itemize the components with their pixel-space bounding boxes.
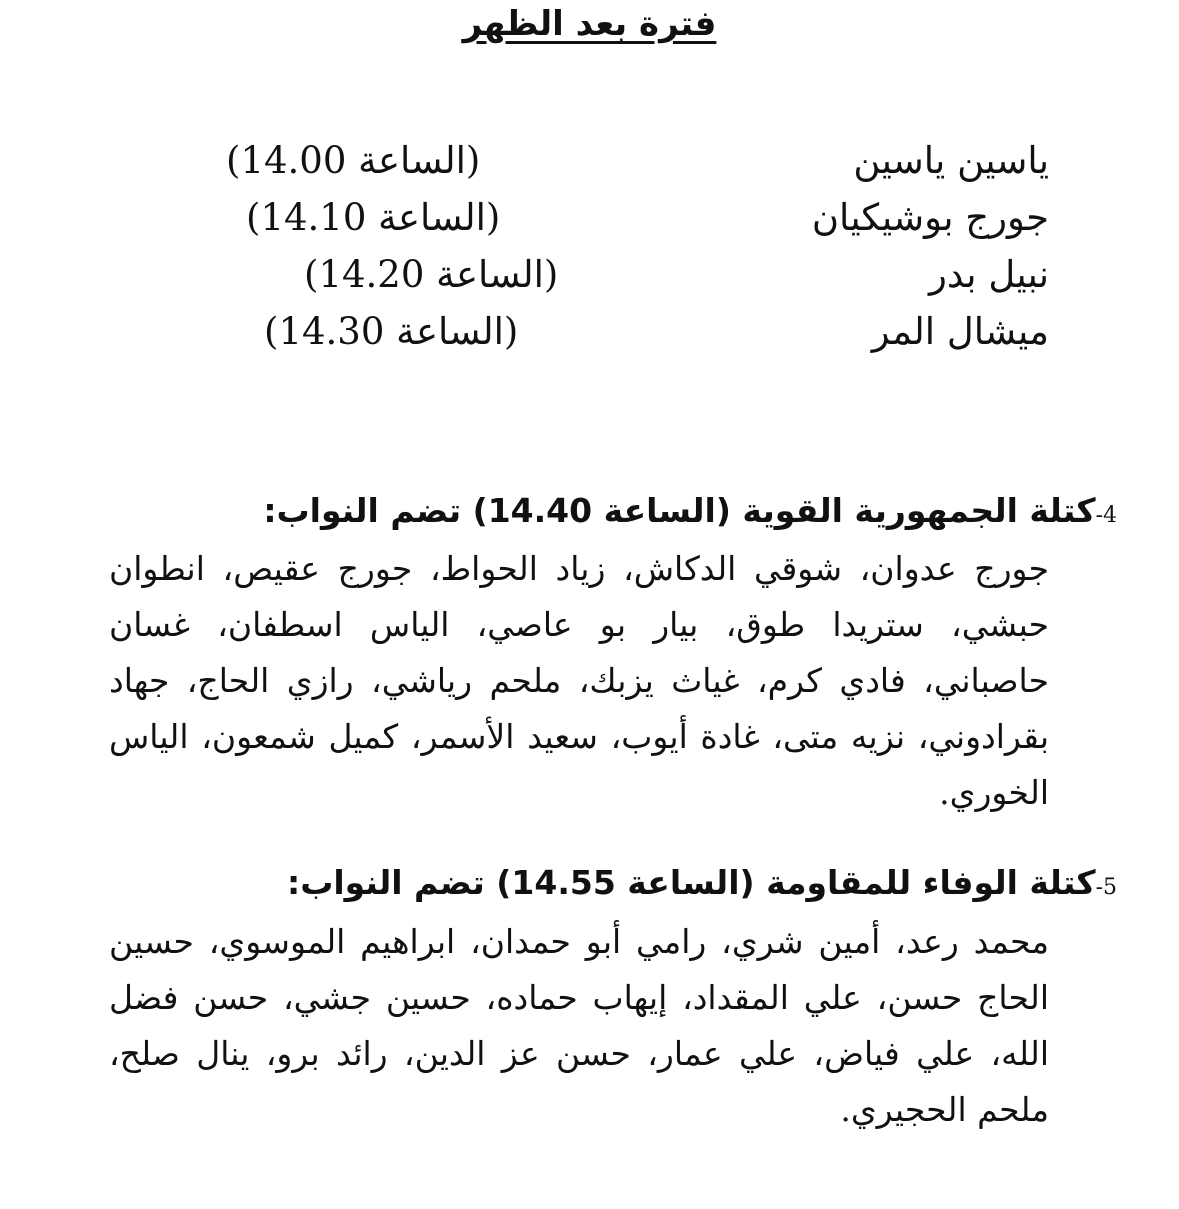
bloc-members: محمد رعد، أمين شري، رامي أبو حمدان، ابراهيم الموسوي، حسين الحاج حسن، علي المقداد، إيهاب حماده، حسين جشي، حسن فضل الله، علي فياض، علي عمار، حسن عز الدين، رائد برو، ينال صلح، ملحم الحجيري. (109, 922, 1049, 1129)
schedule-row (0, 304, 1179, 360)
speaker-name: ياسين ياسين (853, 139, 1049, 182)
speaker-time: (الساعة 14.30) (264, 310, 519, 353)
speaker-time: (الساعة 14.10) (246, 196, 501, 239)
speaker-name: جورج بوشيكيان (811, 196, 1049, 239)
page-title: فترة بعد الظهر (462, 4, 717, 44)
speaker-name: نبيل بدر (929, 253, 1049, 296)
speaker-name: ميشال المر (871, 310, 1049, 353)
speaker-time: (الساعة 14.20) (304, 253, 559, 296)
bloc-number: 4- (1095, 503, 1117, 528)
bloc-heading (107, 488, 1117, 538)
schedule-row (0, 133, 1179, 189)
bloc-number: 5- (1095, 875, 1117, 900)
bloc-members: جورج عدوان، شوقي الدكاش، زياد الحواط، جورج عقيص، انطوان حبشي، ستريدا طوق، بيار بو عاصي، الياس اسطفان، غسان حاصباني، فادي كرم، غياث يزبك، ملحم رياشي، رازي الحاج، جهاد بقرادوني، نزيه متى، غادة أيوب، سعيد الأسمر، كميل شمعون، الياس الخوري. (109, 549, 1049, 812)
bloc-heading (107, 860, 1117, 910)
bloc-heading-text: كتلة الوفاء للمقاومة (الساعة 14.55) تضم النواب: (287, 863, 1096, 902)
schedule-row (0, 247, 1179, 303)
bloc-heading-text: كتلة الجمهورية القوية (الساعة 14.40) تضم النواب: (263, 491, 1096, 530)
schedule-row (0, 190, 1179, 246)
speaker-time: (الساعة 14.00) (226, 139, 481, 182)
